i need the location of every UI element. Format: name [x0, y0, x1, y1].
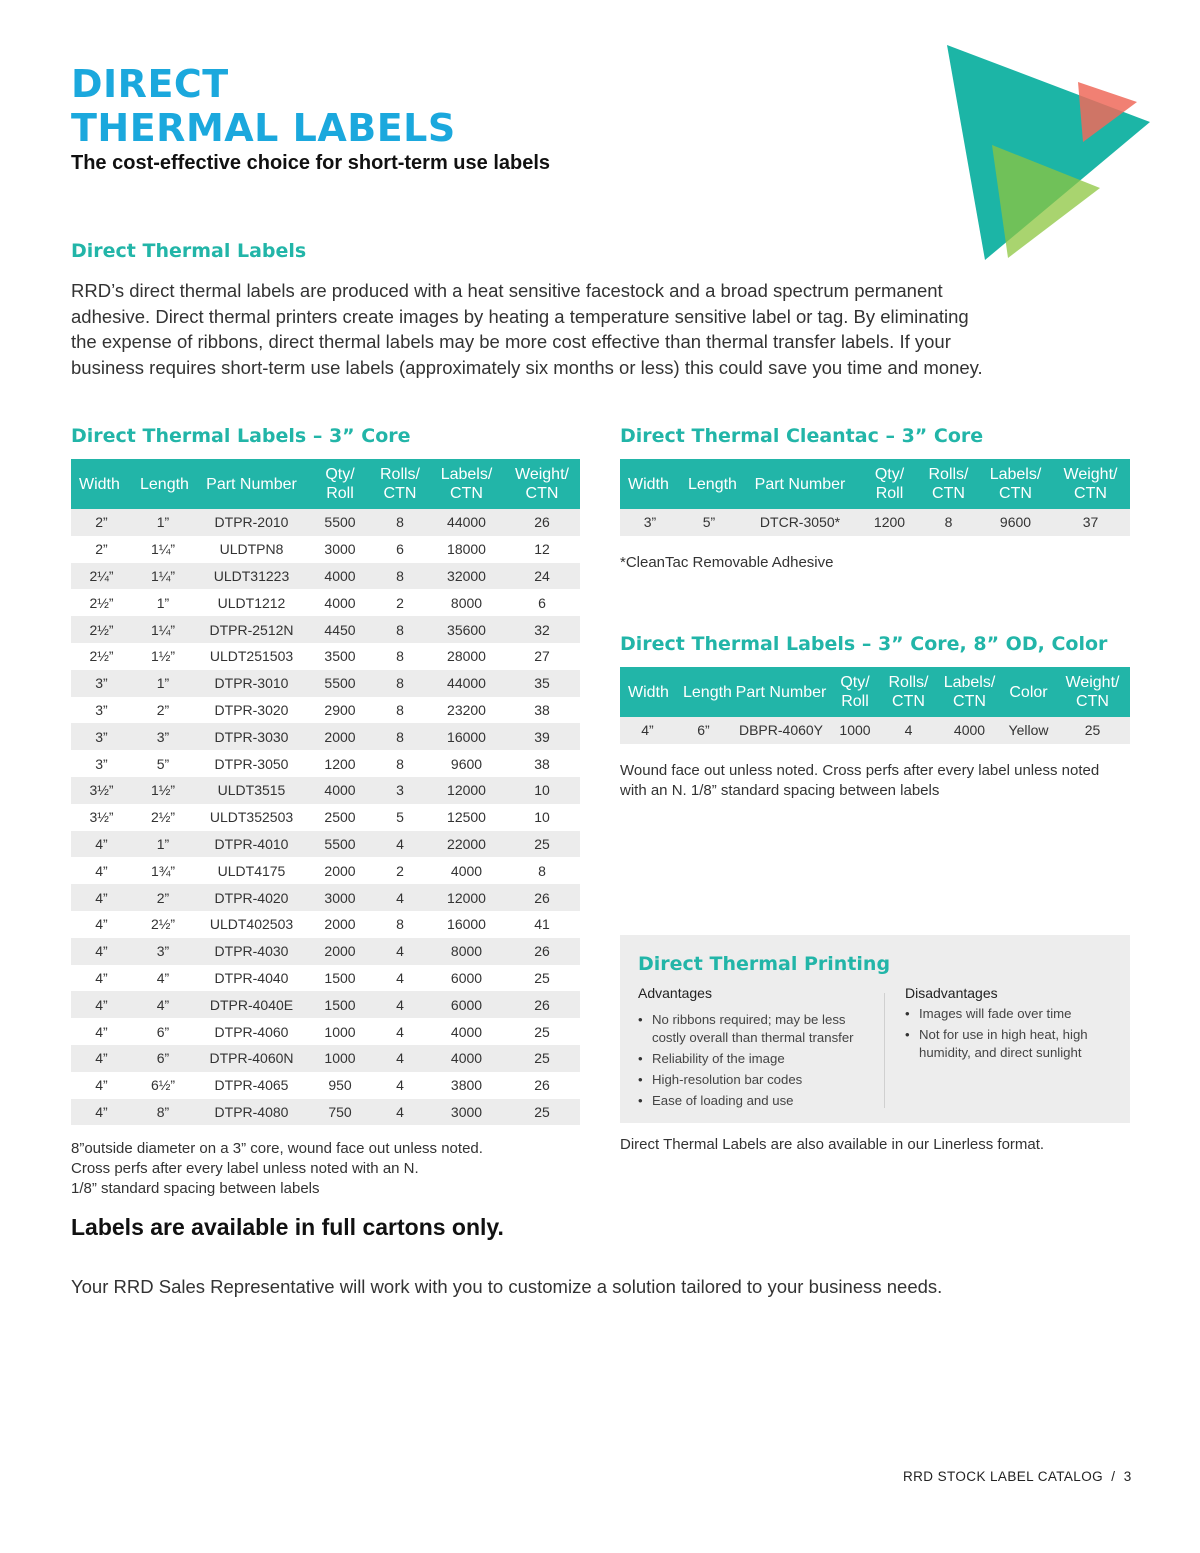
table-row [71, 536, 580, 563]
table-cell: 2000 [309, 938, 371, 965]
table-cell: 25 [534, 969, 550, 986]
table-cell: 2½” [150, 809, 176, 826]
table-cell: 5500 [309, 509, 371, 536]
table-cell: 6 [396, 541, 404, 558]
cleantac-header-row [620, 459, 1130, 509]
table-cell: DTPR-3010 [194, 670, 309, 697]
table-cell: 27 [534, 648, 550, 665]
table-cell: 5500 [309, 670, 371, 697]
table-cell: 8000 [450, 594, 483, 611]
table-row [620, 509, 1130, 536]
decorative-triangles [930, 30, 1170, 280]
table-cell: 2000 [324, 862, 356, 879]
table-cell: DTPR-2010 [194, 509, 309, 536]
table-cell: 5” [156, 755, 170, 772]
table-cell: 2000 [309, 723, 371, 750]
table-cell: 8 [396, 916, 404, 933]
table-cell: 3 [371, 777, 429, 804]
table-cell: 18000 [447, 541, 486, 558]
page-subtitle: The cost-effective choice for short-term use labels [71, 152, 551, 174]
table-cell: DTPR-4060 [214, 1023, 289, 1040]
core3-header-cell: Width [71, 459, 132, 509]
table-row [620, 717, 1130, 744]
table-cell: 16000 [447, 916, 486, 933]
table-cell: ULDT352503 [209, 809, 294, 826]
table-cell: 26 [504, 884, 580, 911]
table-row [71, 831, 580, 858]
core3-header-cell: Qty/ Roll [309, 459, 371, 509]
table-cell: 4000 [309, 777, 371, 804]
table-cell: 32000 [429, 563, 504, 590]
table-cell: 3” [95, 701, 108, 718]
table-cell: ULDT3515 [194, 777, 309, 804]
table-cell: 1¼” [132, 563, 194, 590]
table-cell: 3½” [89, 809, 114, 826]
table-cell: 10 [504, 777, 580, 804]
color-header-cell: Color [1002, 667, 1055, 717]
table-row [71, 804, 580, 831]
table-cell: DTPR-3030 [194, 723, 309, 750]
table-cell: 2¼” [71, 563, 132, 590]
table-cell: 4 [371, 884, 429, 911]
cleantac-table [620, 459, 1130, 536]
linerless-note: Direct Thermal Labels are also available in our Linerless format. [620, 1136, 1045, 1153]
table-cell: 28000 [447, 648, 486, 665]
cleantac-heading: Direct Thermal Cleantac – 3” Core [620, 425, 984, 447]
table-cell: DTPR-4065 [214, 1077, 289, 1094]
table-cell: 41 [534, 916, 550, 933]
table-cell: 4” [620, 717, 675, 744]
table-cell: 4000 [450, 1023, 483, 1040]
table-cell: 1200 [324, 755, 356, 772]
table-cell: 4000 [429, 1045, 504, 1072]
color-heading: Direct Thermal Labels – 3” Core, 8” OD, Color [620, 633, 1108, 655]
table-row [71, 1072, 580, 1099]
color-header-cell: Qty/ Roll [830, 667, 880, 717]
table-cell: 3” [620, 509, 680, 536]
table-cell: 4000 [324, 594, 356, 611]
table-cell: 4” [95, 969, 108, 986]
cleantac-header-cell: Qty/ Roll [862, 459, 917, 509]
table-cell: DTPR-4020 [194, 884, 309, 911]
table-cell: 25 [504, 1045, 580, 1072]
table-row [71, 911, 580, 938]
disadvantages-title: Disadvantages [905, 985, 998, 1001]
intro-heading: Direct Thermal Labels [71, 240, 307, 262]
table-cell: 1” [132, 670, 194, 697]
table-cell: 4 [371, 938, 429, 965]
table-cell: DTPR-4010 [194, 831, 309, 858]
table-cell: 750 [309, 1099, 371, 1126]
table-cell: 4” [132, 991, 194, 1018]
table-cell: 24 [504, 563, 580, 590]
table-cell: 2½” [89, 594, 114, 611]
table-cell: 2” [71, 509, 132, 536]
table-cell: 32 [504, 616, 580, 643]
table-cell: 8” [132, 1099, 194, 1126]
table-cell: 6” [132, 1045, 194, 1072]
table-cell: ULDT4175 [217, 862, 286, 879]
table-cell: DTPR-4060N [194, 1045, 309, 1072]
panel-divider [884, 993, 885, 1108]
table-cell: 4450 [309, 616, 371, 643]
table-cell: 4 [371, 1045, 429, 1072]
advantages-list [638, 1011, 870, 1113]
table-cell: 4 [371, 1099, 429, 1126]
table-cell: 8 [371, 563, 429, 590]
table-cell: 4” [71, 884, 132, 911]
table-cell: 6” [156, 1023, 170, 1040]
table-cell: DBPR-4060Y [732, 717, 830, 744]
color-header-cell: Width [620, 667, 675, 717]
table-cell: ULDT251503 [209, 648, 294, 665]
table-cell: 1000 [309, 1045, 371, 1072]
table-cell: 6000 [450, 969, 483, 986]
table-cell: 4000 [937, 717, 1002, 744]
core3-header-cell: Length [132, 459, 194, 509]
table-row [71, 589, 580, 616]
core3-header-cell: Labels/ CTN [429, 459, 504, 509]
table-cell: 4 [371, 991, 429, 1018]
table-cell: 4” [71, 831, 132, 858]
table-cell: 12 [534, 541, 550, 558]
table-cell: 6” [675, 717, 732, 744]
table-cell: 3000 [309, 884, 371, 911]
table-cell: 1200 [862, 509, 917, 536]
table-cell: DTPR-4040 [214, 969, 289, 986]
table-cell: 1¼” [150, 541, 176, 558]
table-cell: 12500 [447, 809, 486, 826]
table-cell: 1¾” [150, 862, 176, 879]
table-cell: 3” [71, 723, 132, 750]
disadvantages-list [905, 1005, 1105, 1065]
table-cell: 2000 [324, 916, 356, 933]
cleantac-header-cell: Labels/ CTN [980, 459, 1051, 509]
color-header-cell: Weight/ CTN [1055, 667, 1130, 717]
core3-header-row [71, 459, 580, 509]
table-cell: DTPR-4040E [194, 991, 309, 1018]
core3-header-cell: Part Number [194, 459, 309, 509]
cleantac-header-cell: Width [620, 459, 680, 509]
table-cell: 1½” [132, 777, 194, 804]
table-cell: 4 [396, 969, 404, 986]
table-cell: 3800 [450, 1077, 483, 1094]
table-cell: 8 [371, 670, 429, 697]
title-line-2: THERMAL LABELS [71, 106, 456, 150]
table-cell: 3000 [324, 541, 356, 558]
core3-note [71, 1139, 483, 1199]
color-header-cell: Length [675, 667, 732, 717]
table-cell: 26 [504, 509, 580, 536]
table-cell: 8000 [429, 938, 504, 965]
title-line-1: DIRECT [71, 62, 229, 106]
cleantac-note: *CleanTac Removable Adhesive [620, 554, 834, 571]
table-cell: 2” [132, 884, 194, 911]
table-cell: 8 [396, 648, 404, 665]
table-cell: ULDT1212 [217, 594, 286, 611]
table-cell: 4 [880, 717, 937, 744]
list-item: • Reliability of the image [638, 1050, 870, 1068]
table-cell: 8 [396, 701, 404, 718]
table-cell: 3½” [71, 777, 132, 804]
page-title [71, 62, 456, 150]
table-cell: 44000 [429, 509, 504, 536]
core3-note-line-1: 8”outside diameter on a 3” core, wound face out unless noted. [71, 1140, 483, 1157]
cleantac-header-cell: Rolls/ CTN [917, 459, 980, 509]
table-cell: 4 [396, 1077, 404, 1094]
table-cell: 4” [71, 991, 132, 1018]
color-note-line-2: with an N. 1/8” standard spacing between labels [620, 782, 940, 799]
table-cell: DTPR-3050 [214, 755, 289, 772]
table-cell: 4” [71, 1045, 132, 1072]
table-cell: 4” [95, 862, 108, 879]
list-item: • Not for use in high heat, high humidity, and direct sunlight [905, 1026, 1105, 1062]
table-cell: 25 [534, 1023, 550, 1040]
table-cell: 1000 [324, 1023, 356, 1040]
table-cell: Yellow [1002, 717, 1055, 744]
table-cell: 5” [680, 509, 738, 536]
table-row [71, 723, 580, 750]
table-cell: 1500 [309, 991, 371, 1018]
advantages-title: Advantages [638, 985, 712, 1001]
table-cell: 2½” [89, 648, 114, 665]
printing-heading: Direct Thermal Printing [638, 953, 891, 975]
table-row [71, 777, 580, 804]
table-cell: 35 [504, 670, 580, 697]
table-cell: 4” [95, 1023, 108, 1040]
full-cartons-notice: Labels are available in full cartons only. [71, 1214, 504, 1240]
table-cell: 25 [1055, 717, 1130, 744]
closing-paragraph: Your RRD Sales Representative will work with you to customize a solution tailored to your business needs. [71, 1276, 943, 1297]
table-cell: 4” [95, 1077, 108, 1094]
table-cell: 1000 [830, 717, 880, 744]
table-cell: 26 [504, 938, 580, 965]
table-cell: 1” [156, 594, 170, 611]
list-item: • No ribbons required; may be less costly overall than thermal transfer [638, 1011, 870, 1047]
table-cell: 2” [95, 541, 108, 558]
table-row [71, 563, 580, 590]
table-cell: 8 [538, 862, 546, 879]
cleantac-header-cell: Part Number [738, 459, 862, 509]
table-cell: 37 [1051, 509, 1130, 536]
table-cell: 38 [534, 701, 550, 718]
color-header-row [620, 667, 1130, 717]
table-cell: 2” [156, 701, 170, 718]
table-cell: DTPR-4030 [194, 938, 309, 965]
table-cell: ULDT402503 [209, 916, 294, 933]
table-row [71, 1018, 580, 1045]
table-cell: 950 [328, 1077, 352, 1094]
table-cell: 5500 [309, 831, 371, 858]
table-cell: 4000 [309, 563, 371, 590]
table-cell: 1” [132, 831, 194, 858]
table-row [71, 965, 580, 992]
cleantac-header-cell: Weight/ CTN [1051, 459, 1130, 509]
table-cell: 4” [71, 1099, 132, 1126]
table-cell: 25 [504, 831, 580, 858]
table-row [71, 1045, 580, 1072]
table-cell: 6 [538, 594, 546, 611]
table-row [71, 857, 580, 884]
table-row [71, 1099, 580, 1126]
color-header-cell: Part Number [732, 667, 830, 717]
core3-header-cell: Rolls/ CTN [371, 459, 429, 509]
table-cell: 12000 [429, 777, 504, 804]
table-row [71, 697, 580, 724]
table-cell: 44000 [429, 670, 504, 697]
color-table [620, 667, 1130, 744]
table-cell: 8 [917, 509, 980, 536]
core3-table [71, 459, 580, 1125]
table-cell: 4 [371, 831, 429, 858]
table-cell: 26 [534, 1077, 550, 1094]
table-cell: 3” [71, 670, 132, 697]
table-cell: 3000 [429, 1099, 504, 1126]
color-header-cell: Labels/ CTN [937, 667, 1002, 717]
table-cell: 16000 [429, 723, 504, 750]
table-cell: 4” [156, 969, 170, 986]
table-cell: 1500 [324, 969, 356, 986]
core3-header-cell: Weight/ CTN [504, 459, 580, 509]
table-cell: 4” [95, 916, 108, 933]
list-item: • Images will fade over time [905, 1005, 1105, 1023]
table-cell: 2500 [324, 809, 356, 826]
table-cell: 25 [504, 1099, 580, 1126]
color-note-line-1: Wound face out unless noted. Cross perfs after every label unless noted [620, 762, 1100, 779]
table-cell: ULDTPN8 [219, 541, 284, 558]
table-cell: 8 [371, 509, 429, 536]
table-cell: 2 [396, 862, 404, 879]
table-row [71, 884, 580, 911]
table-cell: 3” [95, 755, 108, 772]
cleantac-header-cell: Length [680, 459, 738, 509]
core3-note-line-2: Cross perfs after every label unless noted with an N. [71, 1160, 419, 1177]
table-cell: 4 [396, 1023, 404, 1040]
table-cell: DTPR-2512N [194, 616, 309, 643]
core3-note-line-3: 1/8” standard spacing between labels [71, 1180, 320, 1197]
table-cell: 38 [534, 755, 550, 772]
teal-triangle [947, 45, 1150, 260]
table-cell: 26 [504, 991, 580, 1018]
color-header-cell: Rolls/ CTN [880, 667, 937, 717]
footer-text: RRD STOCK LABEL CATALOG / 3 [903, 1469, 1132, 1484]
table-row [71, 991, 580, 1018]
table-cell: 2½” [150, 916, 176, 933]
table-cell: 2½” [71, 616, 132, 643]
color-note [620, 761, 1099, 801]
table-row [71, 938, 580, 965]
table-row [71, 643, 580, 670]
core3-heading: Direct Thermal Labels – 3” Core [71, 425, 411, 447]
table-cell: 8 [371, 616, 429, 643]
table-cell: 3” [132, 938, 194, 965]
table-cell: DTCR-3050* [738, 509, 862, 536]
table-cell: ULDT31223 [194, 563, 309, 590]
table-cell: 2900 [324, 701, 356, 718]
table-cell: 9600 [450, 755, 483, 772]
table-cell: 12000 [429, 884, 504, 911]
table-cell: 22000 [429, 831, 504, 858]
table-cell: 4” [71, 938, 132, 965]
table-cell: DTPR-4080 [194, 1099, 309, 1126]
table-cell: 9600 [980, 509, 1051, 536]
table-cell: 23200 [447, 701, 486, 718]
table-row [71, 509, 580, 536]
table-cell: 6000 [429, 991, 504, 1018]
table-cell: 35600 [429, 616, 504, 643]
table-cell: 10 [534, 809, 550, 826]
table-row [71, 616, 580, 643]
table-cell: 3500 [324, 648, 356, 665]
printing-panel [620, 935, 1130, 1123]
table-row [71, 750, 580, 777]
table-cell: 8 [371, 723, 429, 750]
table-cell: 1½” [150, 648, 176, 665]
table-cell: 8 [396, 755, 404, 772]
table-cell: 1¼” [132, 616, 194, 643]
table-row [71, 670, 580, 697]
table-cell: 4000 [450, 862, 483, 879]
table-cell: 5 [396, 809, 404, 826]
table-cell: 1” [132, 509, 194, 536]
list-item: • High-resolution bar codes [638, 1071, 870, 1089]
table-cell: DTPR-3020 [214, 701, 289, 718]
page-footer [903, 1469, 1132, 1484]
table-cell: 3” [132, 723, 194, 750]
table-cell: 2 [396, 594, 404, 611]
table-cell: 39 [504, 723, 580, 750]
list-item: • Ease of loading and use [638, 1092, 870, 1110]
table-cell: 6½” [150, 1077, 176, 1094]
intro-paragraph: RRD’s direct thermal labels are produced with a heat sensitive facestock and a broad spectrum permanent adhesive. Direct thermal printers create images by heating a temperature sensitive label or tag. By eliminating the expense of ribbons, direct thermal labels may be more cost effective than thermal transfer labels. If your business requires short-term use labels (approximately six months or less) this could save you time and money. [71, 280, 983, 378]
